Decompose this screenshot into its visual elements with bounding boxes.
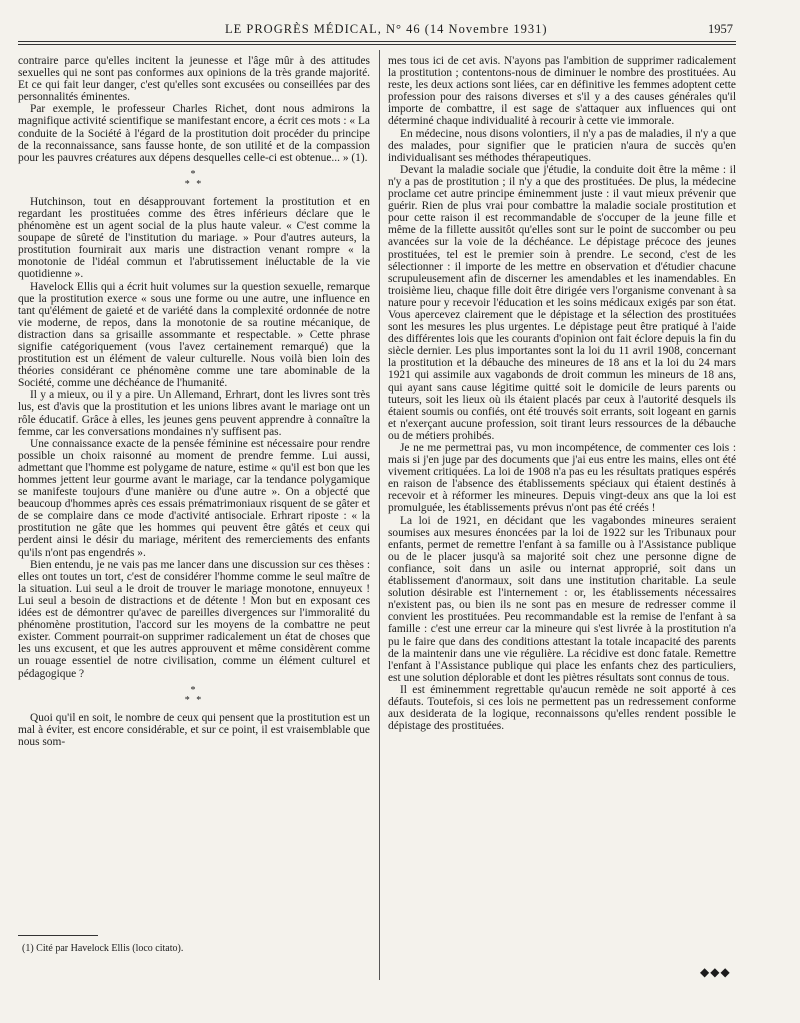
paragraph: contraire parce qu'elles incitent la jeunesse et l'âge mûr à des attitudes sexuelles qui ne sont pas conformes aux opinions de la très grande majorité. Et ce qui fait leur danger, c'est qu'elles sont excusées ou conseillées par des personnalités éminentes. <box>18 55 370 104</box>
journal-title: LE PROGRÈS MÉDICAL, N° 46 (14 Novembre 1931) <box>225 22 548 36</box>
paragraph: Devant la maladie sociale que j'étudie, la conduite doit être la même : il n'y a pas de prostitution ; il n'y a que des prostituées. De plus, la médecine proclame cet autre principe éminemment juste : il vaut mieux prévenir que guérir. Rien de plus vrai pour combattre la maladie sociale prostitution et pour cette raison il est recommandable de s'occuper de la jeune fille et même de la fillette aussitôt qu'elles sont sur le point de succomber ou peu avancées sur la voie de la déchéance. Le dépistage précoce des jeunes prostituées, tel est le premier soin à prendre. Le second, c'est de les sélectionner : il importe de les mettre en observation et d'étudier chacune scrupuleusement afin de discerner les amendables et les inamendables. En troisième lieu, chaque fille doit être dirigée vers l'organisme convenant à sa nature pour y recevoir l'éducation et les soins médicaux exigés par son état. Vous apercevez clairement que le dépistage et la sélection des prostituées sont les mesures les plus urgentes. Le dépistage peut être pratiqué à l'aide des différentes lois que les courants d'opinion ont fait éclore depuis la fin du siècle dernier. Les plus importantes sont la loi du 11 avril 1908, concernant la prostitution et la débauche des mineures de 18 ans et la loi du 24 mars 1921 qui assimile aux vagabonds de droit commun les mineurs de 18 ans, qui ayant sans cause légitime quitté soit le domicile de leurs parents ou tuteurs, soit les lieux où ils étaient placés par ceux à l'autorité desquels ils étaient soumis ou confiés, ont été trouvés soit errants, soit logeant en garnis et n'exerçant aucune profession, soit tirant leurs ressources de la débauche ou de métiers prohibés. <box>388 163 736 442</box>
section-separator: * * * <box>184 684 204 706</box>
paragraph: Hutchinson, tout en désapprouvant fortement la prostitution et en regardant les prostituées comme des êtres inférieurs déclare que le phénomène est un agent social de la plus haute valeur. « C'est comme la soupape de sûreté de l'institution du mariage. » Pour d'autres auteurs, la prostitution fournirait aux maris une distraction venant rompre « la monotonie de l'idéal commun et l'abrutissement inéluctable de la vie quotidienne ». <box>18 195 370 281</box>
left-column <box>18 55 370 1015</box>
header-rule-double <box>18 44 736 45</box>
paragraph: mes tous ici de cet avis. N'ayons pas l'ambition de supprimer radicalement la prostitution ; contentons-nous de diminuer le nombre des prostituées. Au reste, les deux actions sont liées, car en définitive les femmes adoptent cette profession pour des raisons diverses et s'il y a des causes générales qu'il importe de combattre, il est sage de s'attaquer aux influences qui ont déterminé chaque individualité à recourir à cette vie immorale. <box>388 55 736 128</box>
paragraph: Par exemple, le professeur Charles Richet, dont nous admirons la magnifique activité scientifique se manifestant encore, a écrit ces mots : « La conduite de la Société à l'égard de la prostitution doit procéder du principe de la reconnaissance, sans fausse honte, de son utilité et de la compassion pour les pauvres créatures aux dépens desquelles celle-ci est obtenue... » (1). <box>18 103 370 164</box>
paragraph: Une connaissance exacte de la pensée féminine est nécessaire pour rendre possible un choix raisonné au moment de prendre femme. Lui aussi, admettant que l'homme est polygame de nature, estime « qu'il est bon que les hommes jettent leur gourme avant le mariage, car la tendance polygamique se manifeste toujours d'une manière ou d'une autre ». On a objecté que beaucoup d'hommes après ces essais prématrimoniaux risquent de se gâter et de se complaire dans ce mode d'activité antisociale. Erhrart riposte : « la prostitution ne gâte que les hommes qui peuvent être gâtés et ceux qui perdent ainsi le désir du mariage, méritent des remerciements des enfants qu'ils n'ont pas engendrés ». <box>18 437 370 559</box>
paragraph: La loi de 1921, en décidant que les vagabondes mineures seraient soumises aux mesures énoncées par la loi de 1922 sur les Tribunaux pour enfants, permet de remettre l'enfant à sa famille ou à l'Assistance publique ou de le placer jusqu'à sa majorité soit chez une personne digne de confiance, soit dans un asile ou internat approprié, soit dans un établissement d'anormaux, soit dans une institution charitable. La seule solution désirable est l'internement : or, les établissements nécessaires n'existent pas, ou bien ils ne sont pas en mesure de redresser comme il convient les prostituées. Peu recommandable est la remise de l'enfant à sa famille : c'est une erreur car la mineure qui s'est livrée à la prostitution n'a pu le faire que dans des conditions attestant la totale incapacité des parents de la maintenir dans une vie régulière. La récidive est donc fatale. Remettre l'enfant à l'Assistance publique qui place les enfants chez des particuliers, est une solution déplorable et dont les piètres résultats sont connus de tous. <box>388 514 736 684</box>
page-header <box>0 0 800 40</box>
paragraph: Havelock Ellis qui a écrit huit volumes sur la question sexuelle, remarque que la prostitution exerce « sous une forme ou une autre, une influence en tant qu'élément de gaieté et de variété dans la complexité ordonnée de notre vie moderne, de repos, dans la monotonie de sa routine mécanique, de distraction dans sa grisaille assommante et respectable. » Cette phrase signifie catégoriquement (vous l'avez certainement remarqué) que la prostitution est un élément de valeur culturelle. Nous voilà bien loin des théories considérant ce phénomène comme une tare abominable de la Société, comme une déchéance de l'humanité. <box>18 280 370 390</box>
paragraph: Quoi qu'il en soit, le nombre de ceux qui pensent que la prostitution est un mal à éviter, est encore considérable, et sur ce point, il est vraisemblable que nous som- <box>18 711 370 748</box>
column-divider <box>379 50 380 980</box>
paragraph: Il y a mieux, ou il y a pire. Un Allemand, Erhrart, dont les livres sont très lus, est d'avis que la prostitution et les unions libres avant le mariage ont un rôle éducatif. Grâce à elles, les jeunes gens peuvent apprendre à connaître la femme, car les conversations mondaines n'y suffisent pas. <box>18 389 370 438</box>
footnote: (1) Cité par Havelock Ellis (loco citato). <box>22 943 184 954</box>
paragraph: Bien entendu, je ne vais pas me lancer dans une discussion sur ces thèses : elles ont toutes un tort, c'est de considérer l'homme comme le seul maître de la situation. Lui seul a le droit de trouver le mariage monotone, ennuyeux ! Lui seul a besoin de distractions et de détente ! Mon but en exposant ces idées est de démontrer qu'avec de pareilles divergences sur l'immoralité du phénomène prostitution, l'accord sur les moyens de la combattre ne peut exister. Comment pourrait-on supprimer radicalement un état de choses que les uns excusent, et que les autres approuvent et même considèrent comme un rouage essentiel de notre civilisation, comme un élément culturel et pédagogique ? <box>18 558 370 680</box>
footnote-rule <box>18 935 98 936</box>
right-column <box>388 55 736 1015</box>
section-separator: * * * <box>184 168 204 190</box>
paragraph: Je ne me permettrai pas, vu mon incompétence, de commenter ces lois : mais si j'en juge par des documents que j'ai eus entre les mains, elles ont été vivement critiquées. La loi de 1908 n'a pas eu les résultats pratiques espérés en raison de l'absence des établissements spéciaux qui étaient destinés à recevoir et à réformer les mineures. Depuis vingt-deux ans que la loi est promulguée, les établissements prévus n'ont pas été créés ! <box>388 442 736 515</box>
page-number: 1957 <box>708 22 733 36</box>
header-rule <box>18 41 736 42</box>
paragraph: En médecine, nous disons volontiers, il n'y a pas de maladies, il n'y a que des malades, pour signifier que le praticien n'aura de succès qu'en individualisant ses méthodes thérapeutiques. <box>388 127 736 164</box>
paragraph: Il est éminemment regrettable qu'aucun remède ne soit apporté à ces défauts. Toutefois, si ces lois ne permettent pas un redressement conforme aux desiderata de la logique, reconnaissons qu'elles rendent possible le dépistage des prostituées. <box>388 683 736 733</box>
end-ornament: ◆◆◆ <box>700 965 731 979</box>
